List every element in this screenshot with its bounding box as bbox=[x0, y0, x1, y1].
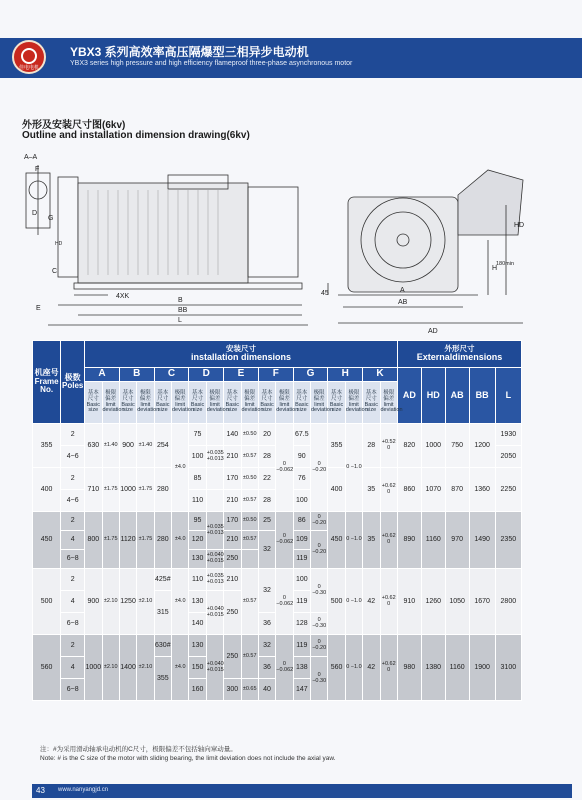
col-d: D bbox=[189, 368, 224, 382]
logo-text: 佳电电机 bbox=[18, 65, 39, 71]
label-k: 4XK bbox=[116, 293, 130, 300]
label-ho: HD bbox=[55, 241, 63, 247]
col-ab: AB bbox=[445, 368, 469, 424]
label-c: C bbox=[52, 268, 58, 275]
label-l: L bbox=[178, 317, 182, 324]
frame-header: 机座号 Frame No. bbox=[33, 341, 61, 424]
table-row-500-4: 4 315 130 +0.040 +0.015 250 119 bbox=[33, 591, 522, 613]
rear-fan-cover bbox=[248, 187, 298, 277]
col-f: F bbox=[258, 368, 293, 382]
table-row-560-4: 4 355 150 36 138 0 −0.30 bbox=[33, 657, 522, 679]
external-header: 外形尺寸 Externaldimensions bbox=[397, 341, 521, 368]
label-d: D bbox=[32, 210, 38, 217]
label-h: H bbox=[492, 265, 498, 272]
note-en: Note: # is the C size of the motor with sliding bearing, the limit deviation does not include the axial yaw. bbox=[40, 755, 336, 762]
outline-drawing bbox=[18, 145, 538, 340]
table-row-450-4: 4 120 210 ±0.57 32 109 0 −0.20 bbox=[33, 531, 522, 550]
website-link[interactable]: www.nanyangjd.cn bbox=[58, 787, 109, 793]
col-a: A bbox=[85, 368, 120, 382]
label-a: A bbox=[400, 287, 405, 294]
table-row-560-6-8: 6~8 160 300 ±0.65 40 147 bbox=[33, 679, 522, 701]
table-row-500-2: 500 2 900 ±2.10 1250 ±2.10 425# ±4.0 110 +0.035 +0.013 210 ±0.57 32 0 −0.062 100 0 −0.30 500 0 −1.0 42 +0.62 0 910 1260 1050 1670 2800 bbox=[33, 569, 522, 591]
table-row-400-4-6: 4~6 110 210 ±0.57 28 100 bbox=[33, 490, 522, 512]
page-title-en: YBX3 series high pressure and high efficiency flameproof three-phase asynchronous motor bbox=[70, 60, 353, 67]
poles-header: 极数 Poles bbox=[61, 341, 85, 424]
label-ga: G bbox=[48, 215, 54, 222]
label-f: F bbox=[35, 166, 40, 173]
label-e: E bbox=[36, 305, 41, 312]
footer-band bbox=[32, 784, 572, 798]
table-row-450-6-8: 6~8 130 +0.040 +0.015 250 119 bbox=[33, 550, 522, 569]
note-cn: 注：#为采用滑动轴承电动机的C尺寸，极限偏差不包括轴向窜动量。 bbox=[40, 746, 237, 753]
logo-gear-icon bbox=[21, 48, 37, 64]
col-e: E bbox=[224, 368, 259, 382]
col-ad: AD bbox=[397, 368, 421, 424]
label-ab: AB bbox=[398, 299, 408, 306]
col-k: K bbox=[363, 368, 398, 382]
install-header: 安装尺寸 installation dimensions bbox=[85, 341, 398, 368]
dimension-table bbox=[32, 340, 522, 701]
shaft-end bbox=[58, 177, 78, 277]
label-aa: A–A bbox=[24, 154, 38, 161]
section-title-cn: 外形及安装尺寸图(6kv) bbox=[22, 120, 126, 131]
page-number: 43 bbox=[36, 786, 45, 795]
col-hd: HD bbox=[421, 368, 445, 424]
section-title-en: Outline and installation dimension drawing(6kv) bbox=[22, 130, 250, 141]
col-bb: BB bbox=[469, 368, 495, 424]
end-view-frame bbox=[348, 197, 458, 292]
label-bb: BB bbox=[178, 307, 188, 314]
label-hd: HD bbox=[514, 222, 525, 229]
table-row-355-2: 355 2 630 ±1.40 900 ±1.40 254 ±4.0 75 140 ±0.50 20 0 −0.062 67.5 0 −0.20 355 0 −1.0 28 +0.52 0 820 1000 750 1200 1930 bbox=[33, 424, 522, 446]
table-row-560-2: 560 2 1000 ±2.10 1400 ±2.10 630# ±4.0 130 +0.040 +0.015 250 ±0.57 32 0 −0.062 119 0 −0.20 560 0 −1.0 42 +0.62 0 980 1380 1160 1900 3100 bbox=[33, 635, 522, 657]
subheader-row: 基本尺寸 Basic size 极限偏差 limit deviation 基本尺寸 Basic size 极限偏差 limit deviation 基本尺寸 Basic size 极限偏差 limit deviation 基本尺寸 Basic size 极限偏差 limit deviation 基本尺寸 Basic size 极限偏差 limit deviation 基本尺寸 Basic size 极限偏差 limit deviation 基本尺寸 Basic size 极限偏差 limit deviation 基本尺寸 Basic size 极限偏差 limit deviation 基本尺寸 Basic size 极限偏差 limit deviation bbox=[33, 382, 522, 424]
label-180min: 180min bbox=[496, 261, 515, 267]
table-row-355-4-6: 4~6 100 +0.035 +0.013 210 ±0.57 28 90 2050 bbox=[33, 446, 522, 468]
col-l: L bbox=[495, 368, 521, 424]
col-c: C bbox=[154, 368, 189, 382]
label-45: 45 bbox=[321, 290, 329, 297]
motor-body bbox=[78, 183, 248, 283]
col-g: G bbox=[293, 368, 328, 382]
col-h: H bbox=[328, 368, 363, 382]
page-title-cn: YBX3 系列高效率高压隔爆型三相异步电动机 bbox=[70, 45, 309, 59]
label-b: B bbox=[178, 297, 183, 304]
table-row-450-2: 450 2 800 ±1.75 1120 ±1.75 280 ±4.0 95 +0.035 +0.013 170 ±0.50 25 0 −0.062 86 0 −0.20 450 0 −1.0 35 +0.62 0 890 1160 970 1490 2350 bbox=[33, 512, 522, 531]
table-row-500-6-8: 6~8 140 36 128 0 −0.30 bbox=[33, 613, 522, 635]
label-ad: AD bbox=[428, 328, 438, 335]
table-row-400-2: 400 2 710 ±1.75 1000 ±1.75 280 85 170 ±0.50 22 76 400 35 +0.62 0 860 1070 870 1360 2250 bbox=[33, 468, 522, 490]
brand-logo bbox=[12, 40, 46, 74]
mounting-feet bbox=[74, 283, 302, 289]
col-b: B bbox=[119, 368, 154, 382]
